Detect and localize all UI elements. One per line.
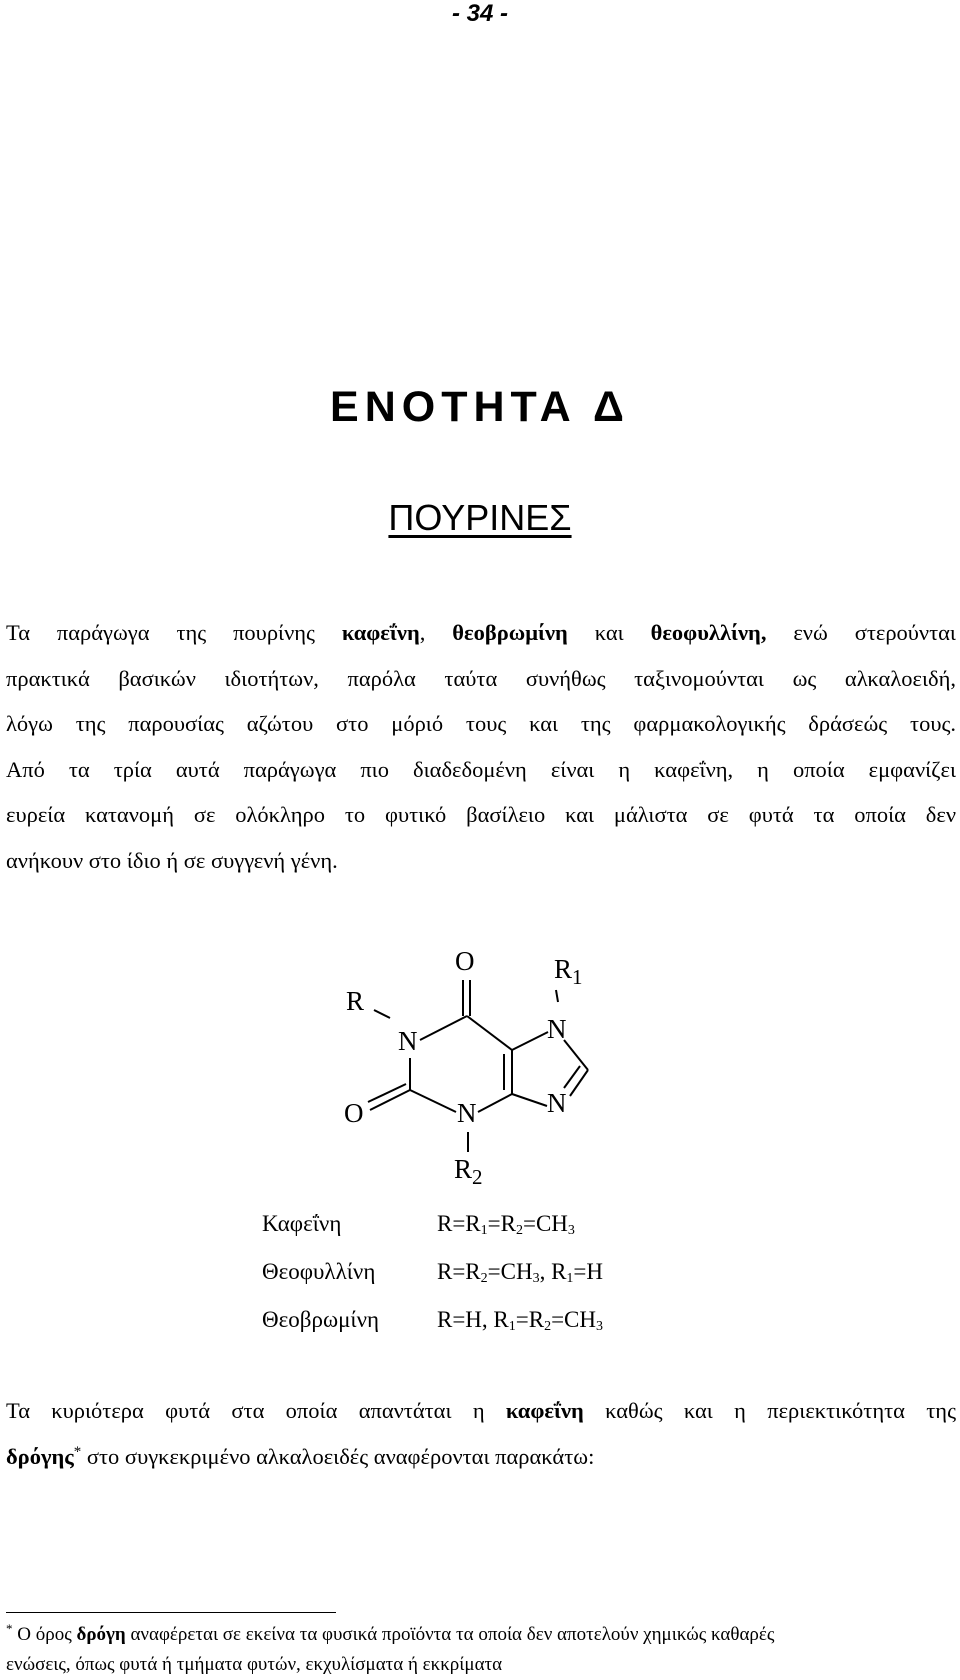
r1-label: $R_1$ — [554, 954, 583, 989]
footnote-line: ενώσεις, όπως φυτά ή τμήματα φυτών, εκχυλίσματα ή εκκρίματα — [6, 1654, 503, 1675]
term-drug: δρόγης — [6, 1443, 74, 1469]
compound-substituents: $R=R_1=R_2=CH_3$ — [437, 1211, 575, 1238]
compound-name: Θεοφυλλίνη — [262, 1259, 376, 1284]
compound-row — [262, 1296, 603, 1344]
term-caffeine: καφεΐνη — [505, 1398, 584, 1423]
paragraph-line: Από τα τρία αυτά παράγωγα πιο διαδεδομένη είναι η καφεΐνη, η οποία εμφανίζει — [6, 756, 956, 782]
compound-substituents: $R=R_2=CH_3$, $R_1=H$ — [437, 1259, 604, 1286]
footnote-line: * Ο όρος δρόγη αναφέρεται σε εκείνα τα φυσικά προϊόντα τα οποία δεν αποτελούν χημικώς καθαρές — [6, 1621, 775, 1645]
paragraph-line: ευρεία κατανομή σε ολόκληρο το φυτικό βασίλειο και μάλιστα σε φυτά τα οποία δεν — [6, 802, 956, 827]
paragraph-line: λόγω της παρουσίας αζώτου στο μόριό τους και της φαρμακολογικής δράσεώς τους. — [6, 711, 956, 736]
plants-paragraph — [6, 1388, 956, 1479]
r2-label: $R_2$ — [454, 1154, 483, 1189]
section-title: ΕΝΟΤΗΤΑ Δ — [330, 383, 630, 431]
r-label: R — [346, 986, 365, 1016]
term-caffeine: καφεΐνη — [341, 620, 420, 645]
paragraph-line: δρόγης* στο συγκεκριμένο αλκαλοειδές αναφέρονται παρακάτω: — [6, 1443, 595, 1469]
term-theophylline: θεοφυλλίνη, — [650, 620, 767, 645]
page-number: - 34 - — [451, 0, 508, 27]
compound-substituents: R=H, $R_1=R_2=CH_3$ — [437, 1307, 603, 1334]
intro-paragraph — [6, 610, 956, 883]
paragraph-line: Τα παράγωγα της πουρίνης καφεΐνη, θεοβρωμίνη και θεοφυλλίνη, ενώ στερούνται — [6, 620, 956, 645]
compound-name: Καφεΐνη — [262, 1211, 342, 1236]
purine-structure — [340, 940, 620, 1200]
compound-table — [262, 1200, 603, 1344]
chapter-title: ΠΟΥΡΙΝΕΣ — [388, 497, 572, 538]
footnote-reference[interactable]: * — [73, 1443, 82, 1460]
compound-row — [262, 1248, 603, 1296]
term-theobromine: θεοβρωμίνη — [452, 620, 568, 645]
oxygen-top-label: O — [455, 946, 475, 976]
n1-label: N — [398, 1026, 418, 1056]
paragraph-line: Τα κυριότερα φυτά στα οποία απαντάται η καφεΐνη καθώς και η περιεκτικότητα της — [6, 1398, 956, 1423]
footnote — [6, 1620, 956, 1680]
paragraph-line: ανήκουν στο ίδιο ή σε συγγενή γένη. — [6, 847, 338, 873]
footnote-separator — [6, 1612, 336, 1613]
n9-label: N — [547, 1088, 567, 1118]
compound-name: Θεοβρωμίνη — [262, 1307, 380, 1332]
term-drug: δρόγη — [76, 1624, 126, 1645]
footnote-mark: * — [6, 1621, 13, 1636]
structure-bonds — [368, 980, 588, 1152]
oxygen-left-label: O — [344, 1098, 364, 1128]
n7-label: N — [547, 1014, 567, 1044]
n3-label: N — [457, 1098, 477, 1128]
compound-row — [262, 1200, 603, 1248]
paragraph-line: πρακτικά βασικών ιδιοτήτων, παρόλα ταύτα συνήθως ταξινομούνται ως αλκαλοειδή, — [6, 665, 956, 691]
